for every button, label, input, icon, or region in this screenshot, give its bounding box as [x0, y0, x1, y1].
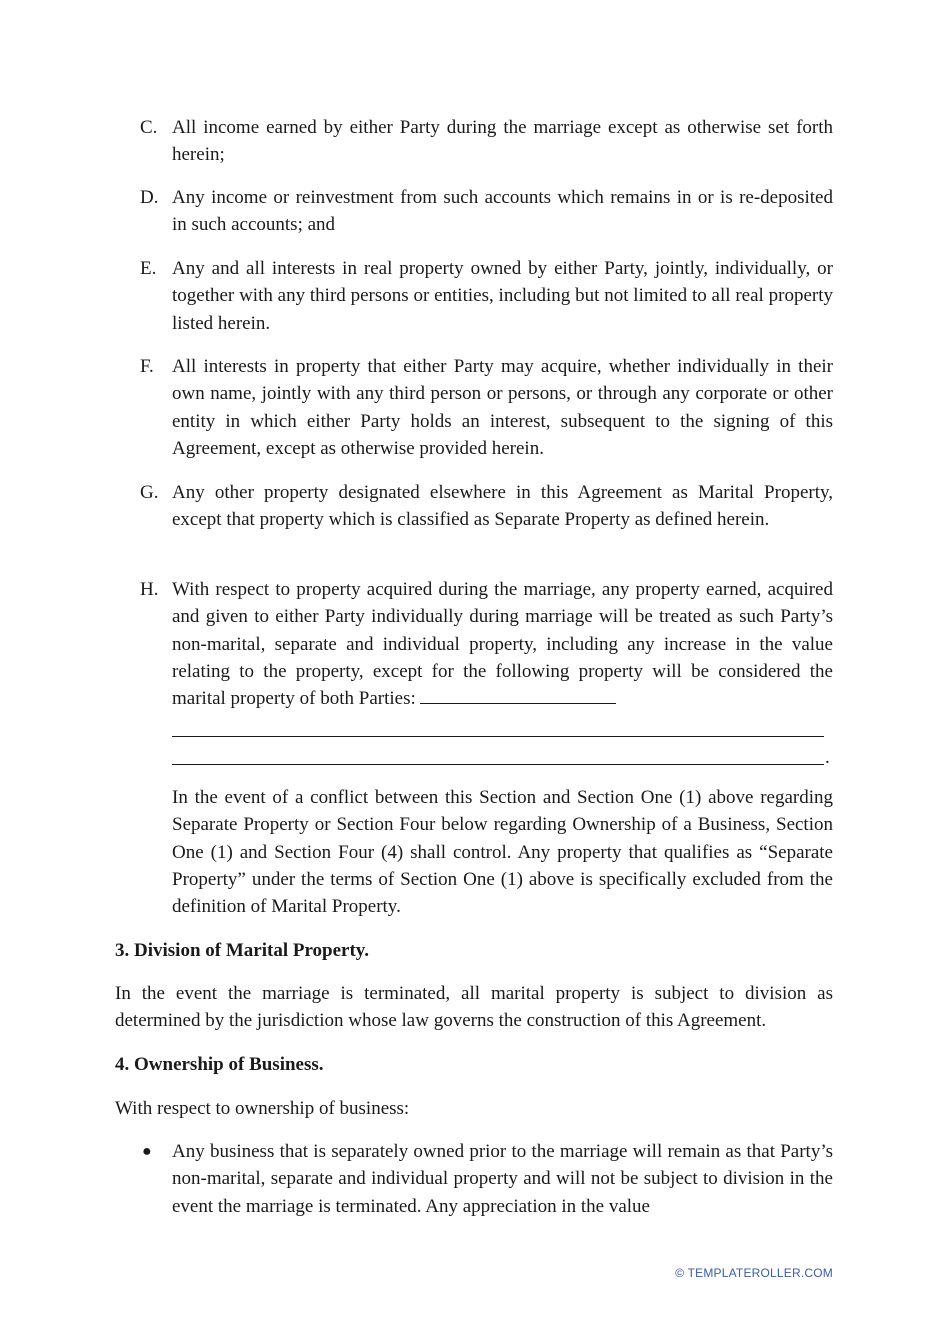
list-item-text: Any income or reinvestment from such accounts which remains in or is re-deposited in such accounts; and [172, 187, 833, 236]
list-item-text [172, 576, 833, 712]
list-item-text: Any other property designated elsewhere in this Agreement as Marital Property, except that property which is classified as Separate Property as defined herein. [172, 482, 833, 531]
list-marker: E. [140, 258, 157, 279]
list-item-text: All interests in property that either Party may acquire, whether individually in their own name, jointly with any third person or persons, or through any corporate or other entity in which either Party holds an interest, subsequent to the signing of this Agreement, except as otherwise provided herein. [172, 356, 833, 459]
list-marker: H. [140, 579, 159, 600]
blank-period: . [825, 747, 830, 768]
section-3-body: In the event the marriage is terminated, all marital property is subject to division as determined by the jurisdiction whose law governs the construction of this Agreement. [115, 983, 833, 1032]
conflict-paragraph: In the event of a conflict between this Section and Section One (1) above regarding Separate Property or Section Four below regarding Ownership of a Business, Section One (1) and Section Four (4) shall control. Any property that qualifies as “Separate Property” under the terms of Section One (1) above is specifically excluded from the definition of Marital Property. [172, 787, 833, 918]
list-marker: D. [140, 187, 159, 208]
list-item-h [140, 576, 833, 712]
section-4-intro: With respect to ownership of business: [115, 1098, 410, 1119]
section-4-heading: 4. Ownership of Business. [115, 1054, 324, 1075]
list-item-text: Any and all interests in real property owned by either Party, jointly, individually, or together with any third persons or entities, including but not limited to all real property listed herein. [172, 258, 833, 334]
list-marker: G. [140, 482, 159, 503]
list-item-h-text: With respect to property acquired during the marriage, any property earned, acquired and given to either Party individually during marriage will be treated as such Party’s non-marital, separate and individual property, including any increase in the value relating to the property, except for the following property will be considered the marital property of both Parties: [172, 579, 833, 710]
list-item-f [140, 353, 833, 462]
footer-site-link[interactable]: TEMPLATEROLLER.COM [687, 1266, 833, 1280]
bullet-icon: ● [142, 1143, 152, 1160]
footer-branding [675, 1266, 833, 1280]
fill-in-blank-inline[interactable] [420, 685, 616, 704]
fill-in-blank-line-2[interactable] [172, 764, 824, 765]
list-item-e [140, 255, 833, 337]
section-3-heading: 3. Division of Marital Property. [115, 940, 370, 961]
section-4-bullet-item [140, 1138, 833, 1220]
list-item-c [140, 114, 833, 169]
fill-in-blank-line-1[interactable] [172, 736, 824, 737]
list-item-text: All income earned by either Party during the marriage except as otherwise set forth herein; [172, 117, 833, 166]
list-marker: F. [140, 356, 154, 377]
list-item-d [140, 184, 833, 239]
copyright-icon: © [675, 1266, 685, 1280]
list-item-g [140, 479, 833, 534]
list-marker: C. [140, 117, 158, 138]
bullet-item-text: Any business that is separately owned prior to the marriage will remain as that Party’s non-marital, separate and individual property and will not be subject to division in the event the marriage is terminated. Any appreciation in the value [172, 1141, 833, 1217]
